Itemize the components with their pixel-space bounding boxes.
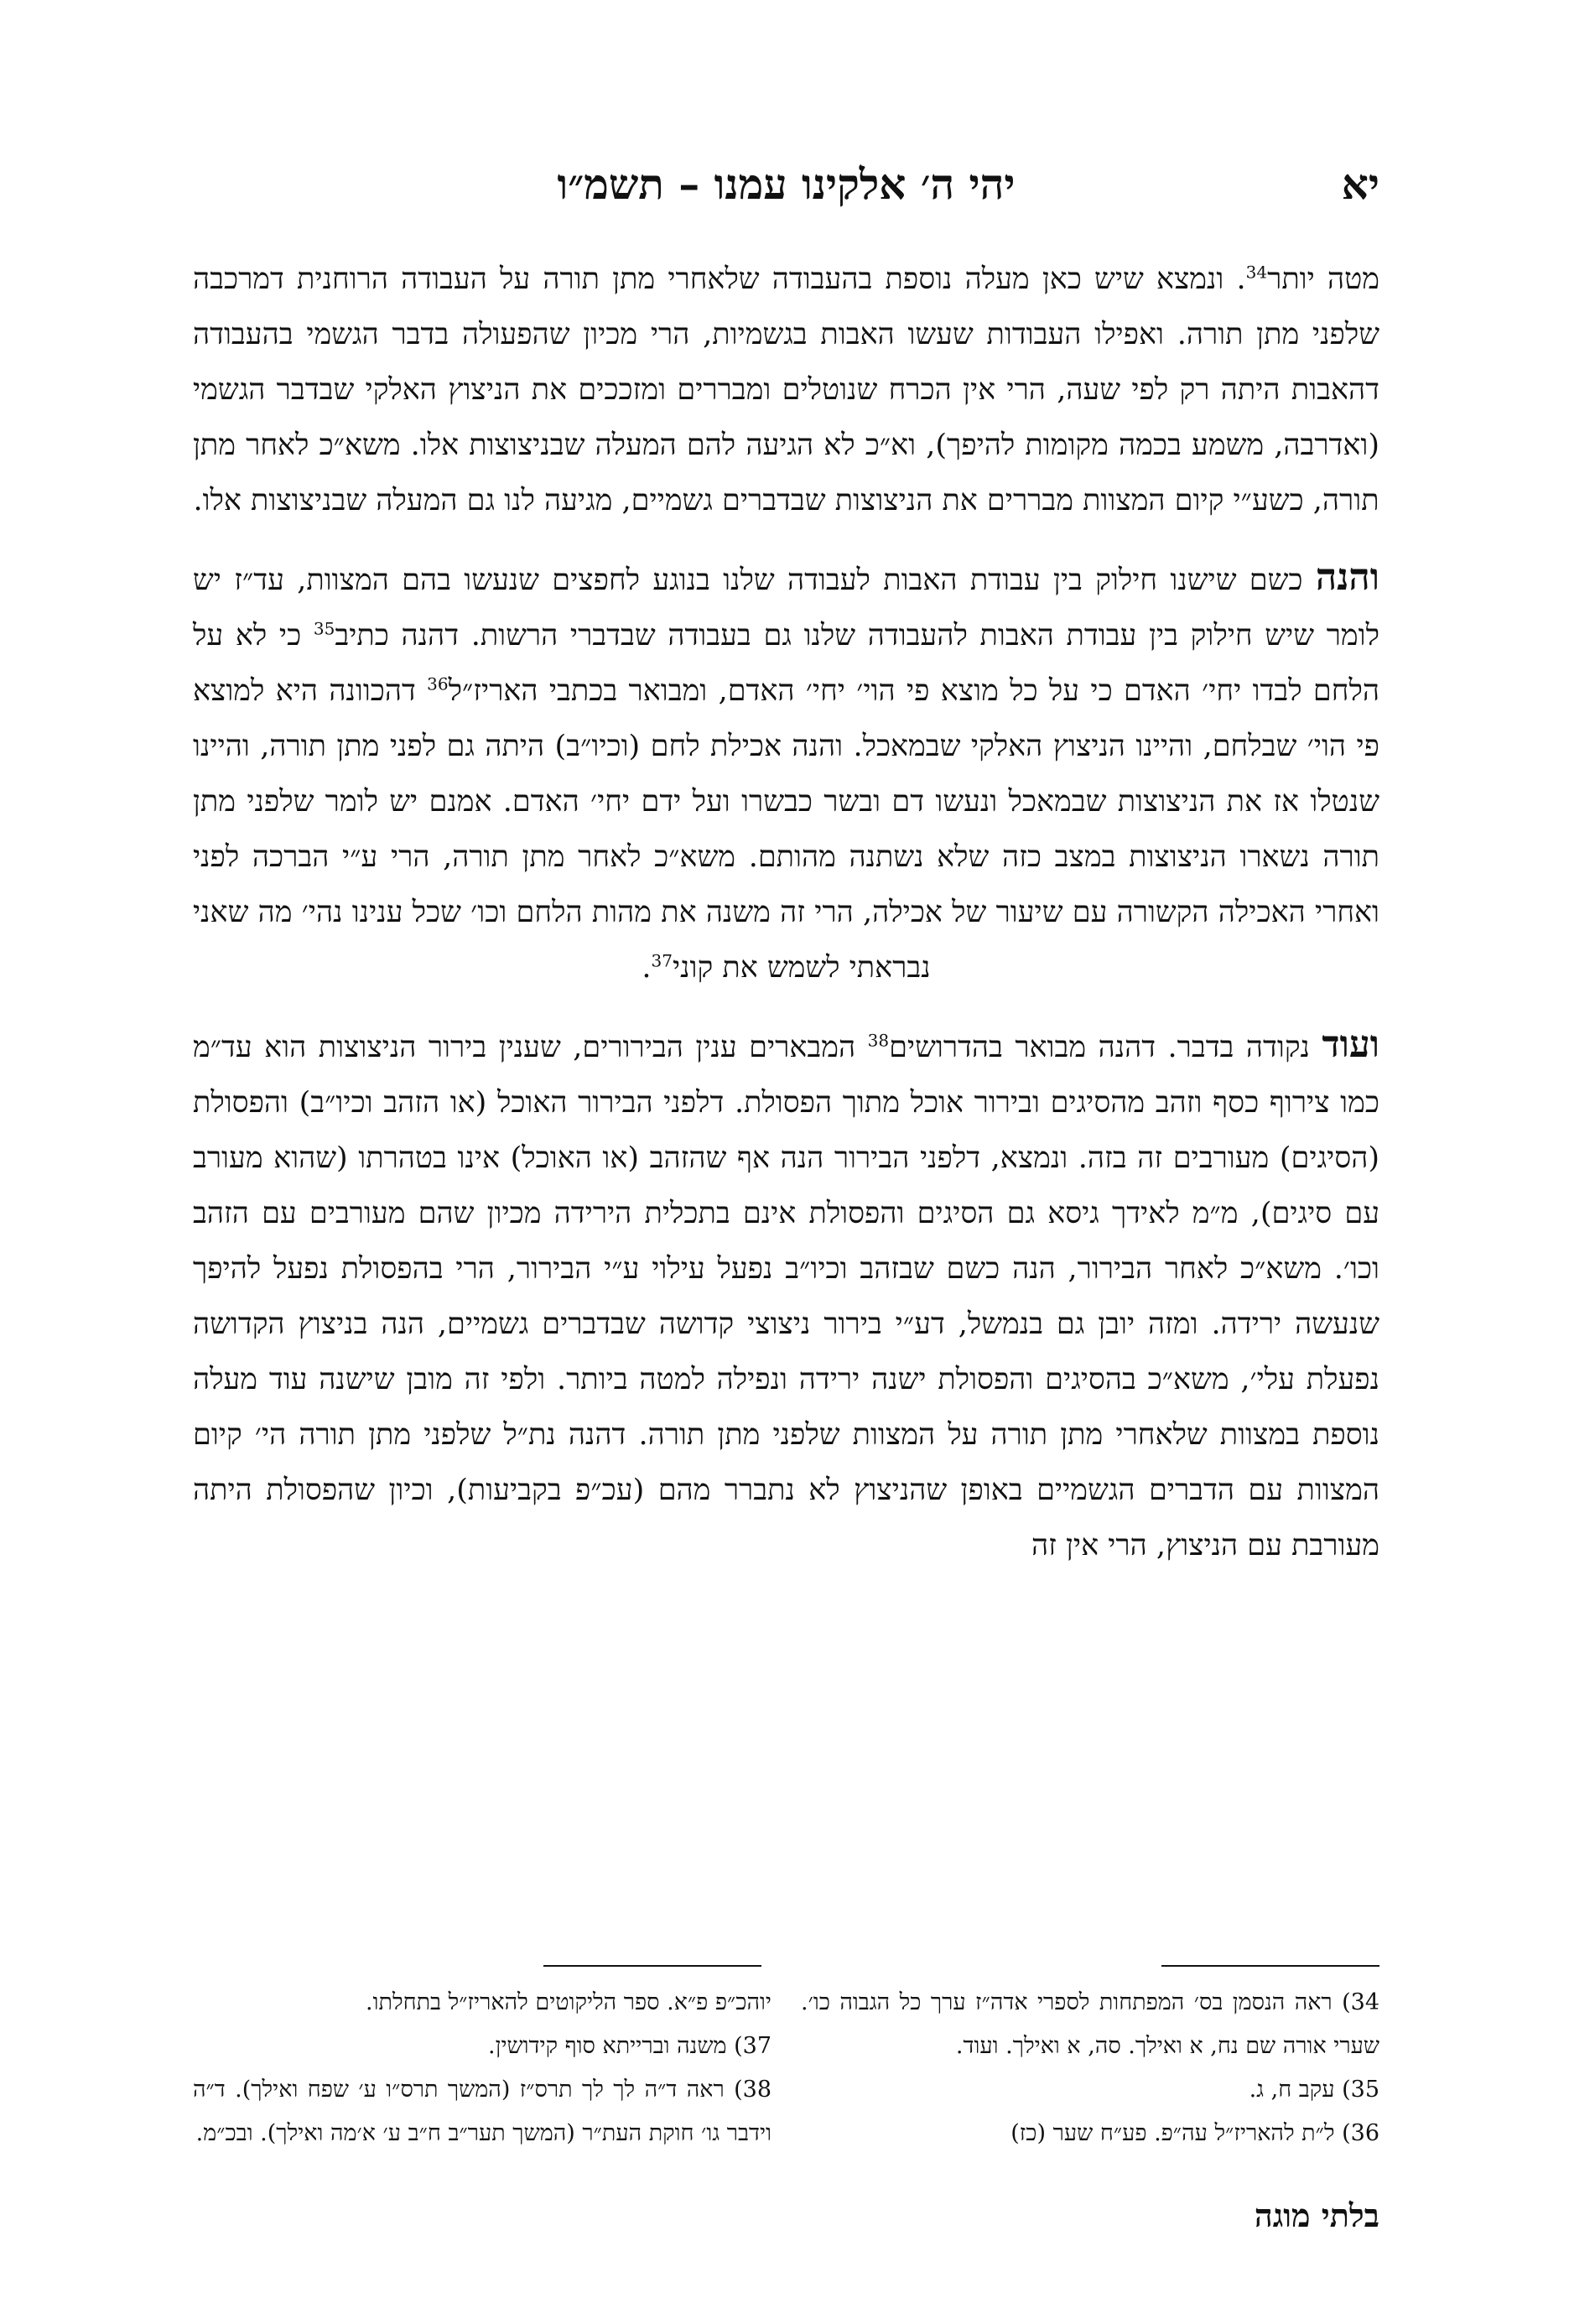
paragraph-3 bbox=[193, 1017, 1379, 1573]
paragraph-3-lead-word: ועוד bbox=[1322, 1023, 1379, 1066]
footnote-divider-left bbox=[543, 1965, 761, 1967]
paragraph-2-text-cont2: דהכוונה היא למוצא פי הוי׳ שבלחם, והיינו הניצוץ האלקי שבמאכל. והנה אכילת לחם (וכיו״ב) היתה גם לפני מתן תורה, והיינו שנטלו אז את הניצוצות שבמאכל ונעשו דם ובשר כבשרו ועל ידם יחי׳ האדם. אמנם יש לומר שלפני מתן תורה נשארו הניצוצות במצב כזה שלא נשתנה מהותם. משא״כ לאחר מתן תורה, הרי ע״י הברכה לפני ואחרי האכילה הקשורה עם שיעור של אכילה, הרי זה משנה את מהות הלחם וכו׳ שכל ענינו נהי׳ מה שאני נבראתי לשמש את קוני bbox=[193, 674, 1379, 985]
paragraph-3-text-cont: המבארים ענין הבירורים, שענין בירור הניצוצות הוא עד״מ כמו צירוף כסף וזהב מהסיגים ובירור אוכל מתוך הפסולת. דלפני הבירור האוכל (או הזהב וכיו״ב) והפסולת (הסיגים) מעורבים זה בזה. ונמצא, דלפני הבירור הנה אף שהזהב (או האוכל) אינו בטהרתו (שהוא מעורב עם סיגים), מ״מ לאידך גיסא גם הסיגים והפסולת אינם בתכלית הירידה מכיון שהם מעורבים עם הזהב וכו׳. משא״כ לאחר הבירור, הנה כשם שבזהב וכיו״ב נפעל עילוי ע״י הבירור, הרי בהפסולת נפעל להיפך שנעשה ירידה. ומזה יובן גם בנמשל, דע״י בירור ניצוצי קדושה שבדברים גשמיים, הנה בניצוץ הקדושה נפעלת עלי׳, משא״כ בהסיגים והפסולת ישנה ירידה ונפילה למטה ביותר. ולפי זה מובן שישנה עוד מעלה נוספת במצוות שלאחרי מתן תורה על המצוות שלפני מתן תורה. דהנה נת״ל שלפני מתן תורה הי׳ קיום המצוות עם הדברים הגשמיים באופן שהניצוץ לא נתברר מהם (עכ״פ בקביעות), וכיון שהפסולת היתה מעורבת עם הניצוץ, הרי אין זה bbox=[193, 1031, 1379, 1562]
footnotes-right-column bbox=[801, 1981, 1379, 2155]
paragraph-2-text-end: . bbox=[642, 951, 652, 985]
paragraph-1 bbox=[193, 252, 1379, 528]
footnote-34: 34) ראה הנסמן בס׳ המפתחות לספרי אדה״ז ערך כל הגבוה כו׳. שערי אורה שם נח, א ואילך. סה, א ואילך. ועוד. bbox=[801, 1989, 1379, 2059]
footnote-37: 37) משנה וברייתא סוף קידושין. bbox=[487, 2033, 772, 2059]
footnote-ref-36: 36 bbox=[427, 673, 449, 694]
footnote-ref-37: 37 bbox=[651, 950, 673, 971]
footnote-36-continued: יוהכ״פ פ״א. ספר הליקוטים להאריז״ל בתחלתו. bbox=[366, 1989, 772, 2015]
footnote-ref-38: 38 bbox=[867, 1030, 890, 1051]
footer-unedited-note: בלתי מוגה bbox=[1254, 2197, 1379, 2234]
page-number: יא bbox=[1341, 159, 1379, 209]
footnote-divider-right bbox=[1161, 1965, 1379, 1967]
paragraph-2-text: כשם שישנו חילוק בין עבודת האבות לעבודה שלנו בנוגע לחפצים שנעשו בהם המצוות, עד״ז יש לומר שיש חילוק בין עבודת האבות להעבודה שלנו גם בעבודה שבדברי הרשות. דהנה כתיב bbox=[193, 564, 1379, 652]
running-title: יהי ה׳ אלקינו עמנו – תשמ״ו bbox=[557, 159, 1016, 209]
footnotes-left-column bbox=[193, 1981, 772, 2155]
paragraph-2-text-cont: כי לא על הלחם לבדו יחי׳ האדם כי על כל מוצא פי הוי׳ יחי׳ האדם, ומבואר בכתבי האריז״ל bbox=[193, 619, 1379, 708]
paragraph-2-lead-word: והנה bbox=[1315, 556, 1379, 599]
paragraph-2 bbox=[193, 550, 1379, 996]
footnote-ref-35: 35 bbox=[313, 618, 335, 639]
paragraph-3-text: נקודה בדבר. דהנה מבואר בהדרושים bbox=[889, 1031, 1322, 1064]
footnote-36: 36) ל״ת להאריז״ל עה״פ. פע״ח שער (כז) bbox=[1010, 2120, 1379, 2146]
footnote-35: 35) עקב ח, ג. bbox=[1249, 2077, 1379, 2103]
page-header bbox=[193, 155, 1379, 222]
main-text bbox=[193, 252, 1379, 1595]
footnote-ref-34: 34 bbox=[1245, 262, 1268, 283]
footnote-38: 38) ראה ד״ה לך לך תרס״ז (המשך תרס״ו ע׳ שפח ואילך). ד״ה וידבר גו׳ חוקת העת״ר (המשך תער״ב ח״ב ע׳ א׳מה ואילך). ובכ״מ. bbox=[193, 2077, 772, 2146]
paragraph-1-text: מטה יותר bbox=[1267, 263, 1379, 296]
paragraph-1-text-cont: . ונמצא שיש כאן מעלה נוספת בהעבודה שלאחרי מתן תורה על העבודה הרוחנית דמרכבה שלפני מתן תורה. ואפילו העבודות שעשו האבות בגשמיות, הרי מכיון שהפעולה בדבר הגשמי בהעבודה דהאבות היתה רק לפי שעה, הרי אין הכרח שנוטלים ומבררים ומזככים את הניצוץ האלקי שבדבר הגשמי (ואדרבה, משמע בכמה מקומות להיפך), וא״כ לא הגיעה להם המעלה שבניצוצות אלו. משא״כ לאחר מתן תורה, כשע״י קיום המצוות מבררים את הניצוצות שבדברים גשמיים, מגיעה לנו גם המעלה שבניצוצות אלו. bbox=[193, 263, 1379, 517]
